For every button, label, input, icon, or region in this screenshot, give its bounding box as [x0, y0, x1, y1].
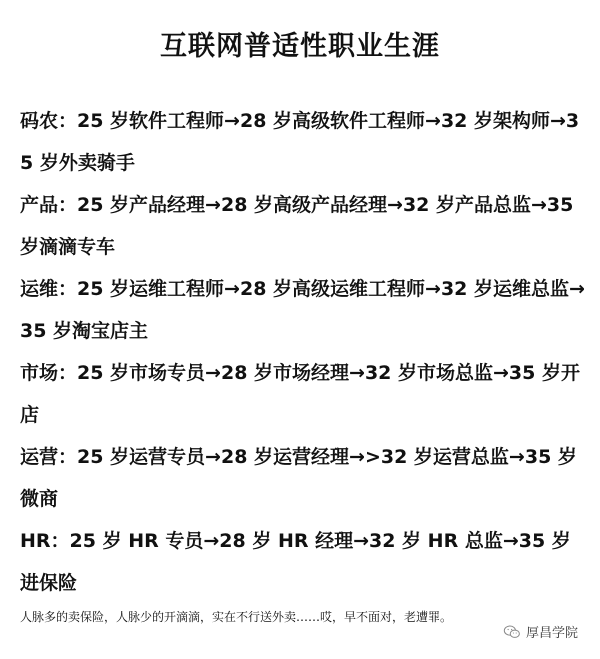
career-list [20, 100, 585, 604]
watermark [501, 622, 580, 641]
career-ops: 运维：25 岁运维工程师→28 岁高级运维工程师→32 岁运维总监→35 岁淘宝店主 [20, 278, 585, 342]
watermark-text: 厚昌学院 [525, 626, 578, 641]
career-operations: 运营：25 岁运营专员→28 岁运营经理→>32 岁运营总监→35 岁微商 [20, 446, 577, 510]
wechat-icon [503, 625, 521, 639]
career-marketing: 市场：25 岁市场专员→28 岁市场经理→32 岁市场总监→35 岁开店 [20, 362, 580, 426]
career-product: 产品：25 岁产品经理→28 岁高级产品经理→32 岁产品总监→35 岁滴滴专车 [20, 194, 574, 258]
career-coder: 码农：25 岁软件工程师→28 岁高级软件工程师→32 岁架构师→35 岁外卖骑手 [20, 110, 580, 174]
page-title: 互联网普适性职业生涯 [160, 31, 440, 62]
footer-note: 人脉多的卖保险，人脉少的开滴滴，实在不行送外卖……哎，早不面对，老遭罪。 [20, 610, 453, 624]
career-hr: HR：25 岁 HR 专员→28 岁 HR 经理→32 岁 HR 总监→35 岁进保险 [20, 530, 571, 594]
